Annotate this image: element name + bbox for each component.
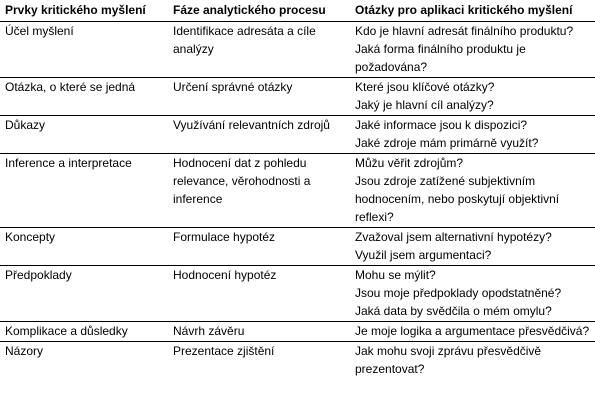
cell-element: Otázka, o které se jedná	[0, 78, 168, 116]
cell-element: Názory	[5, 344, 44, 358]
cell-phase: Návrh závěru	[168, 322, 350, 342]
question: Jaká forma finálního produktu je požadována?	[355, 42, 526, 74]
cell-phase: Určení správné otázky	[168, 78, 350, 116]
question: Jak mohu svoji zprávu přesvědčivě prezentovat?	[355, 344, 542, 376]
table-row	[0, 78, 595, 116]
table-row	[0, 22, 595, 78]
cell-phase: Hodnocení dat z pohledu relevance, věrohodnosti a inference	[168, 154, 350, 228]
cell-phase: Prezentace zjištění	[173, 344, 275, 358]
header-row	[0, 0, 595, 22]
cell-questions	[350, 322, 595, 342]
cell-element: Účel myšlení	[0, 22, 168, 78]
table-row	[0, 342, 595, 380]
question: Jaké informace jsou k dispozici?	[355, 118, 528, 132]
question: Můžu věřit zdrojům?	[355, 156, 464, 170]
cell-phase: Formulace hypotéz	[168, 228, 350, 266]
cell-questions	[350, 78, 595, 116]
header-questions: Otázky pro aplikaci kritického myšlení	[350, 0, 595, 22]
cell-questions	[350, 116, 595, 154]
cell-phase: Identifikace adresáta a cíle analýzy	[168, 22, 350, 78]
cell-phase: Hodnocení hypotéz	[168, 266, 350, 322]
question: Které jsou klíčové otázky?	[355, 80, 495, 94]
table-body	[0, 22, 595, 380]
question: Využil jsem argumentaci?	[355, 248, 492, 262]
question: Zvažoval jsem alternativní hypotézy?	[355, 230, 552, 244]
cell-questions	[350, 154, 595, 228]
question: Jaké zdroje mám primárně využít?	[355, 136, 539, 150]
cell-questions	[350, 22, 595, 78]
cell-element: Inference a interpretace	[0, 154, 168, 228]
cell-questions	[350, 266, 595, 322]
cell-element: Koncepty	[0, 228, 168, 266]
question: Mohu se mýlit?	[355, 268, 436, 282]
cell-element: Předpoklady	[0, 266, 168, 322]
table-row	[0, 266, 595, 322]
table-row	[0, 322, 595, 342]
table-row	[0, 154, 595, 228]
question: Je moje logika a argumentace přesvědčivá?	[355, 324, 590, 338]
table-row	[0, 116, 595, 154]
question: Jsou zdroje zatížené subjektivním hodnocením, nebo poskytují objektivní reflexi?	[355, 174, 560, 224]
cell-element: Komplikace a důsledky	[0, 322, 168, 342]
cell-element: Důkazy	[0, 116, 168, 154]
question: Jsou moje předpoklady opodstatněné?	[355, 286, 562, 300]
question: Jaká data by svědčila o mém omylu?	[355, 304, 552, 318]
question: Kdo je hlavní adresát finálního produktu?	[355, 24, 574, 38]
cell-questions	[350, 228, 595, 266]
header-phase: Fáze analytického procesu	[168, 0, 350, 22]
header-elements: Prvky kritického myšlení	[0, 0, 168, 22]
cell-phase: Využívání relevantních zdrojů	[168, 116, 350, 154]
question: Jaký je hlavní cíl analýzy?	[355, 98, 494, 112]
table-header	[0, 0, 595, 22]
cell-questions	[350, 342, 595, 380]
table-row	[0, 228, 595, 266]
